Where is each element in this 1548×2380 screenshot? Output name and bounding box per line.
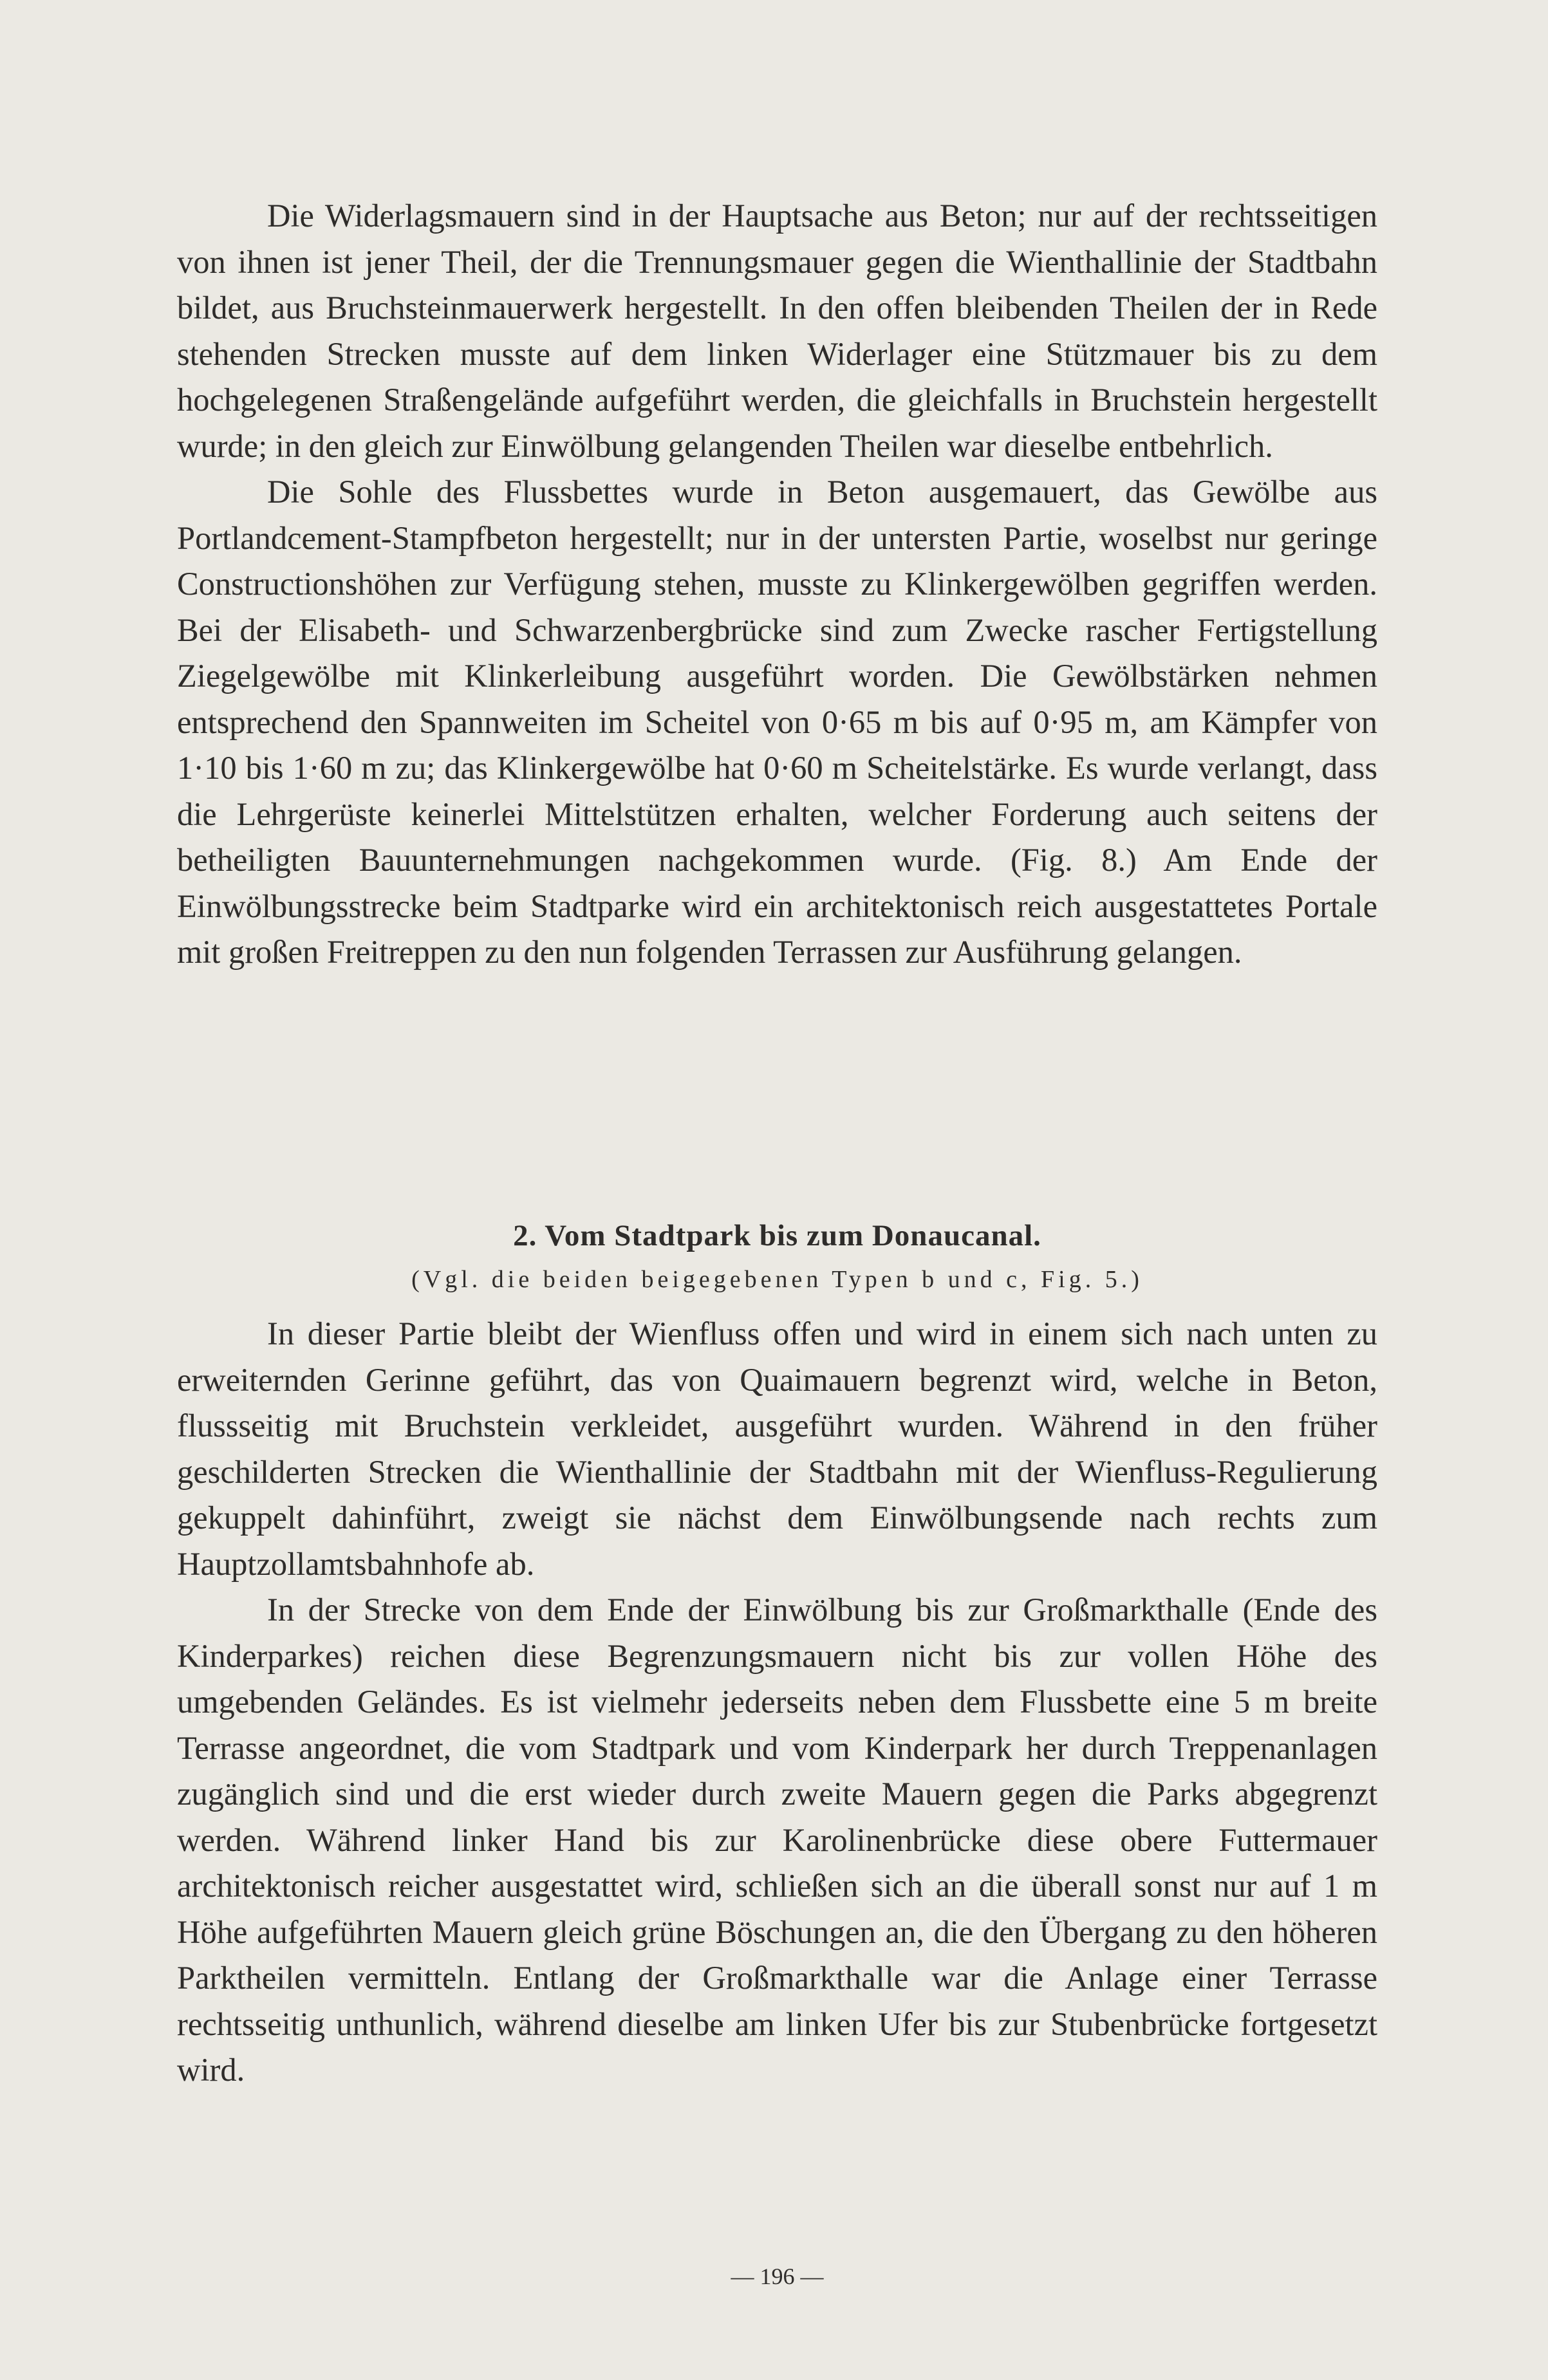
paragraph-wienfluss-offen: In dieser Partie bleibt der Wienfluss offen und wird in einem sich nach unten zu erweiternden Gerinne geführt, das von Quaimauern begrenzt wird, welche in Beton, flussseitig mit Bruchstein verkleidet, ausgeführt wurden. Während in den früher geschilderten Strecken die Wienthallinie der Stadtbahn mit der Wienfluss-Regulierung gekuppelt dahinführt, zweigt sie nächst dem Einwölbungsende nach rechts zum Hauptzollamtsbahnhofe ab. xyxy=(177,1316,1377,1582)
page-number: — 196 — xyxy=(731,2264,824,2289)
paragraph-sohle-flussbett: Die Sohle des Flussbettes wurde in Beton ausgemauert, das Gewölbe aus Portlandcement-Stampfbeton hergestellt; nur in der untersten Partie, woselbst nur geringe Constructionshöhen zur Verfügung stehen, musste zu Klinkergewölben gegriffen werden. Bei der Elisabeth- und Schwarzenbergbrücke sind zum Zwecke rascher Fertigstellung Ziegelgewölbe mit Klinkerleibung ausgeführt worden. Die Gewölbstärken nehmen entsprechend den Spannweiten im Scheitel von 0·65 m bis auf 0·95 m, am Kämpfer von 1·10 bis 1·60 m zu; das Klinkergewölbe hat 0·60 m Scheitelstärke. Es wurde verlangt, dass die Lehrgerüste keinerlei Mittelstützen erhalten, welcher Forderung auch seitens der betheiligten Bauunternehmungen nachgekommen wurde. (Fig. 8.) Am Ende der Einwölbungsstrecke beim Stadtparke wird ein architektonisch reich ausgestattetes Portale mit großen Freitreppen zu den nun folgenden Terrassen zur Ausführung gelangen. xyxy=(177,474,1377,970)
section-2-heading: 2. Vom Stadtpark bis zum Donaucanal. xyxy=(513,1219,1041,1252)
paragraph-widerlagsmauern: Die Widerlagsmauern sind in der Hauptsache aus Beton; nur auf der rechtsseitigen von ihnen ist jener Theil, der die Trennungsmauer gegen die Wienthallinie der Stadtbahn bildet, aus Bruchsteinmauerwerk hergestellt. In den offen bleibenden Theilen der in Rede stehenden Strecken musste auf dem linken Widerlager eine Stützmauer bis zu dem hochgelegenen Straßengelände aufgeführt werden, die gleichfalls in Bruchstein hergestellt wurde; in den gleich zur Einwölbung gelangenden Theilen war dieselbe entbehrlich. xyxy=(177,198,1377,464)
section-2-subheading: (Vgl. die beiden beigegebenen Typen b und c, Fig. 5.) xyxy=(411,1266,1143,1293)
section-1-text xyxy=(177,193,1377,976)
paragraph-terrassen: In der Strecke von dem Ende der Einwölbung bis zur Großmarkthalle (Ende des Kinderparkes) reichen diese Begrenzungsmauern nicht bis zur vollen Höhe des umgebenden Geländes. Es ist vielmehr jederseits neben dem Flussbette eine 5 m breite Terrasse angeordnet, die vom Stadtpark und vom Kinderpark her durch Treppenanlagen zugänglich sind und die erst wieder durch zweite Mauern gegen die Parks abgegrenzt werden. Während linker Hand bis zur Karolinenbrücke diese obere Futtermauer architektonisch reicher ausgestattet wird, schließen sich an die überall sonst nur auf 1 m Höhe aufgeführten Mauern gleich grüne Böschungen an, die den Übergang zu den höheren Parktheilen vermitteln. Entlang der Großmarkthalle war die Anlage einer Terrasse rechtsseitig unthunlich, während dieselbe am linken Ufer bis zur Stubenbrücke fortgesetzt wird. xyxy=(177,1592,1377,2088)
section-2-text xyxy=(177,1311,1377,2094)
